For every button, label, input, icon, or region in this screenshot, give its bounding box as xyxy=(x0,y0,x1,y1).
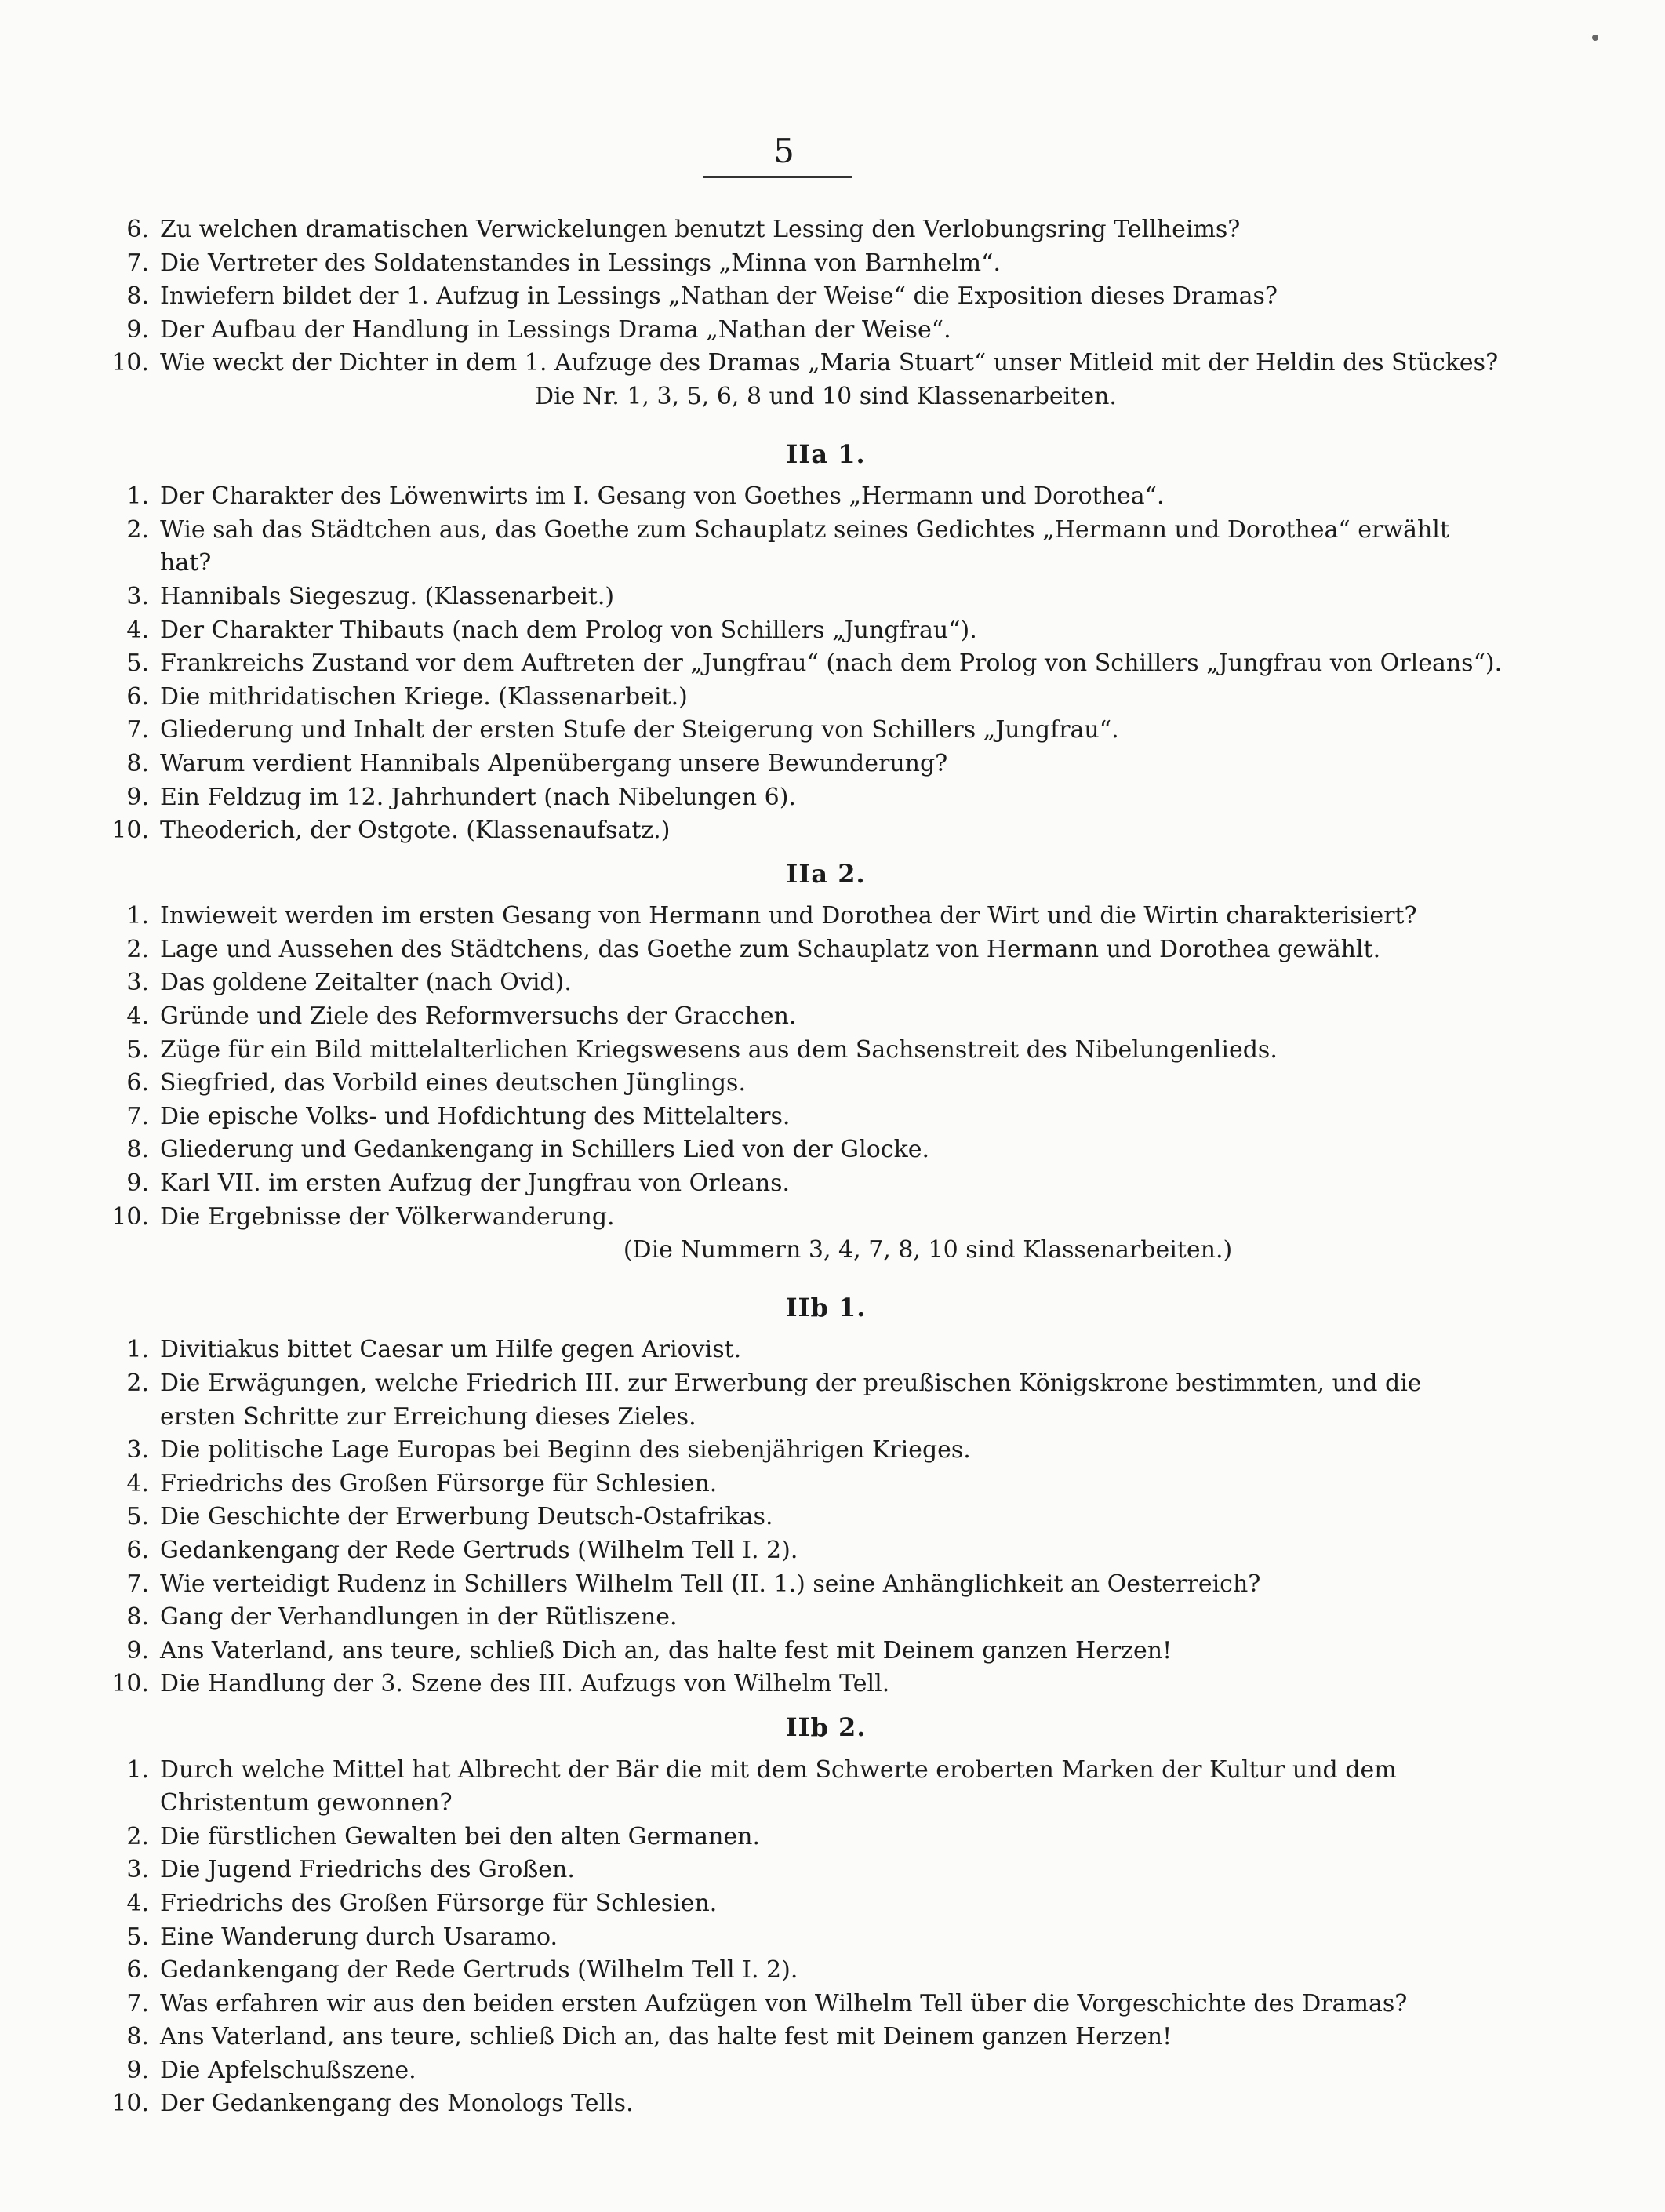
item-number: 6. xyxy=(126,216,149,243)
item-number: 9. xyxy=(126,2056,149,2084)
item-text: Die politische Lage Europas bei Beginn des siebenjährigen Krieges. xyxy=(160,1436,971,1464)
item-text: Der Charakter Thibauts (nach dem Prolog von Schillers „Jungfrau“). xyxy=(160,616,977,644)
item-number: 8. xyxy=(126,1603,149,1632)
item-number: 1. xyxy=(126,1336,149,1364)
list-item xyxy=(100,314,1504,347)
list-item xyxy=(100,900,1504,933)
item-number: 8. xyxy=(126,282,149,311)
list-item xyxy=(100,480,1504,514)
item-text: Die Apfelschußszene. xyxy=(160,2056,416,2084)
item-number: 5. xyxy=(126,649,149,678)
item-number: 6. xyxy=(126,1536,149,1564)
list-item xyxy=(100,966,1504,1000)
item-text: Das goldene Zeitalter (nach Ovid). xyxy=(160,969,572,997)
item-number: 1. xyxy=(126,902,149,930)
item-number: 4. xyxy=(126,616,149,644)
list-item xyxy=(100,514,1504,580)
list-item xyxy=(100,1668,1504,1701)
list-item xyxy=(100,1887,1504,1921)
item-number: 1. xyxy=(126,482,149,511)
item-number: 8. xyxy=(126,1136,149,1164)
list-item xyxy=(100,1034,1504,1068)
list-item xyxy=(100,1201,1504,1235)
item-number: 10. xyxy=(111,817,149,845)
item-text: Was erfahren wir aus den beiden ersten Aufzügen von Wilhelm Tell über die Vorgeschichte des Dramas? xyxy=(160,1989,1408,2017)
item-text: Friedrichs des Großen Fürsorge für Schlesien. xyxy=(160,1469,718,1497)
item-number: 10. xyxy=(111,349,149,377)
item-text: Die fürstlichen Gewalten bei den alten Germanen. xyxy=(160,1822,760,1850)
item-text: Gang der Verhandlungen in der Rütliszene. xyxy=(160,1603,678,1632)
section-iia1 xyxy=(100,438,1504,848)
item-number: 2. xyxy=(126,515,149,544)
list-item xyxy=(100,1821,1504,1854)
item-text: Inwieweit werden im ersten Gesang von Hermann und Dorothea der Wirt und die Wirtin charakterisiert? xyxy=(160,902,1417,930)
list-item xyxy=(100,614,1504,648)
list-item xyxy=(100,1854,1504,1887)
item-text: Gliederung und Gedankengang in Schillers Lied von der Glocke. xyxy=(160,1136,930,1164)
item-number: 9. xyxy=(126,1636,149,1664)
list-item xyxy=(100,714,1504,748)
list-item xyxy=(100,2087,1504,2121)
item-number: 7. xyxy=(126,1989,149,2017)
list-item xyxy=(100,1568,1504,1602)
item-number: 8. xyxy=(126,749,149,777)
item-number: 5. xyxy=(126,1503,149,1531)
item-number: 4. xyxy=(126,1469,149,1497)
section-heading: IIb 1. xyxy=(785,1292,867,1322)
item-text: Eine Wanderung durch Usaramo. xyxy=(160,1923,558,1951)
item-number: 5. xyxy=(126,1035,149,1064)
list-item xyxy=(100,1101,1504,1134)
list-item xyxy=(100,647,1504,681)
list-item xyxy=(100,814,1504,848)
classwork-note: Die Nr. 1, 3, 5, 6, 8 und 10 sind Klassenarbeiten. xyxy=(535,382,1117,410)
item-text: Zu welchen dramatischen Verwickelungen benutzt Lessing den Verlobungsring Tellheims? xyxy=(160,216,1241,243)
item-number: 2. xyxy=(126,1822,149,1850)
item-text: Gedankengang der Rede Gertruds (Wilhelm Tell I. 2). xyxy=(160,1536,798,1564)
list-item xyxy=(100,1367,1504,1434)
item-number: 6. xyxy=(126,1069,149,1097)
item-text: Karl VII. im ersten Aufzug der Jungfrau von Orleans. xyxy=(160,1170,791,1198)
item-text: Die mithridatischen Kriege. (Klassenarbeit.) xyxy=(160,682,688,711)
item-text: Lage und Aussehen des Städtchens, das Goethe zum Schauplatz von Hermann und Dorothea gewählt. xyxy=(160,935,1381,963)
list-item xyxy=(100,1167,1504,1201)
item-number: 10. xyxy=(111,1670,149,1698)
item-text: Die Ergebnisse der Völkerwanderung. xyxy=(160,1202,615,1231)
item-number: 8. xyxy=(126,2023,149,2051)
item-text: Wie verteidigt Rudenz in Schillers Wilhelm Tell (II. 1.) seine Anhänglichkeit an Oesterreich? xyxy=(160,1570,1261,1598)
list-item xyxy=(100,1754,1504,1821)
item-text: Die Jugend Friedrichs des Großen. xyxy=(160,1856,575,1884)
item-text: Die Vertreter des Soldatenstandes in Lessings „Minna von Barnhelm“. xyxy=(160,249,1001,277)
item-text: Die Handlung der 3. Szene des III. Aufzugs von Wilhelm Tell. xyxy=(160,1670,890,1698)
page-number: 5 xyxy=(773,132,795,170)
list-item xyxy=(100,2054,1504,2088)
item-text: Der Aufbau der Handlung in Lessings Drama „Nathan der Weise“. xyxy=(160,315,951,344)
list-item xyxy=(100,681,1504,715)
item-number: 9. xyxy=(126,1170,149,1198)
item-text: Friedrichs des Großen Fürsorge für Schlesien. xyxy=(160,1889,718,1917)
list-item xyxy=(100,213,1504,247)
section-iia2 xyxy=(100,857,1504,1268)
item-number: 7. xyxy=(126,1102,149,1130)
item-number: 7. xyxy=(126,1570,149,1598)
item-text: Gründe und Ziele des Reformversuchs der Gracchen. xyxy=(160,1002,797,1031)
item-number: 3. xyxy=(126,969,149,997)
item-text: Gedankengang der Rede Gertruds (Wilhelm Tell I. 2). xyxy=(160,1956,798,1985)
item-number: 4. xyxy=(126,1889,149,1917)
list-item xyxy=(100,1501,1504,1534)
list-item xyxy=(100,933,1504,967)
item-text: Theoderich, der Ostgote. (Klassenaufsatz.) xyxy=(160,817,671,845)
item-number: 1. xyxy=(126,1755,149,1784)
list-item xyxy=(100,1067,1504,1101)
section-heading: IIa 2. xyxy=(786,858,866,889)
item-text: Die epische Volks- und Hofdichtung des Mittelalters. xyxy=(160,1102,791,1130)
item-text: Hannibals Siegeszug. (Klassenarbeit.) xyxy=(160,582,615,610)
list-item xyxy=(100,2021,1504,2054)
list-item xyxy=(100,1954,1504,1988)
list-item xyxy=(100,1468,1504,1501)
item-text: Ein Feldzug im 12. Jahrhundert (nach Nibelungen 6). xyxy=(160,783,796,811)
list-item xyxy=(100,1000,1504,1034)
item-text: Ans Vaterland, ans teure, schließ Dich an, das halte fest mit Deinem ganzen Herzen! xyxy=(160,1636,1172,1664)
item-text: Wie weckt der Dichter in dem 1. Aufzuge des Dramas „Maria Stuart“ unser Mitleid mit der Heldin des Stückes? xyxy=(160,349,1499,377)
list-item xyxy=(100,1133,1504,1167)
item-number: 7. xyxy=(126,716,149,744)
item-number: 2. xyxy=(126,935,149,963)
item-text: Frankreichs Zustand vor dem Auftreten der „Jungfrau“ (nach dem Prolog von Schillers „Jungfrau von Orleans“). xyxy=(160,649,1503,678)
item-number: 3. xyxy=(126,582,149,610)
list-item xyxy=(100,1601,1504,1635)
scan-speck xyxy=(1592,35,1598,41)
item-text: Gliederung und Inhalt der ersten Stufe der Steigerung von Schillers „Jungfrau“. xyxy=(160,716,1119,744)
item-number: 6. xyxy=(126,682,149,711)
item-number: 4. xyxy=(126,1002,149,1031)
item-text: Inwiefern bildet der 1. Aufzug in Lessings „Nathan der Weise“ die Exposition dieses Dramas? xyxy=(160,282,1278,311)
item-text: Der Gedankengang des Monologs Tells. xyxy=(160,2090,634,2118)
list-item xyxy=(100,1534,1504,1568)
list-item xyxy=(100,1333,1504,1367)
item-text: Siegfried, das Vorbild eines deutschen Jünglings. xyxy=(160,1069,746,1097)
item-text: Durch welche Mittel hat Albrecht der Bär die mit dem Schwerte eroberten Marken der Kultur und dem Christentum gewonnen? xyxy=(160,1755,1397,1817)
list-item xyxy=(100,781,1504,815)
item-number: 10. xyxy=(111,2090,149,2118)
classwork-note: (Die Nummern 3, 4, 7, 8, 10 sind Klassenarbeiten.) xyxy=(623,1236,1233,1264)
item-number: 9. xyxy=(126,783,149,811)
item-text: Die Erwägungen, welche Friedrich III. zur Erwerbung der preußischen Königskrone bestimmten, und die ersten Schritte zur Erreichung dieses Zieles. xyxy=(160,1370,1422,1431)
list-item xyxy=(100,580,1504,614)
item-number: 10. xyxy=(111,1202,149,1231)
section-iib2 xyxy=(100,1711,1504,2121)
item-text: Der Charakter des Löwenwirts im I. Gesang von Goethes „Hermann und Dorothea“. xyxy=(160,482,1165,511)
list-item xyxy=(100,1988,1504,2021)
item-number: 6. xyxy=(126,1956,149,1985)
section-heading: IIb 2. xyxy=(785,1712,867,1742)
item-number: 7. xyxy=(126,249,149,277)
list-item xyxy=(100,1921,1504,1955)
item-text: Divitiakus bittet Caesar um Hilfe gegen Ariovist. xyxy=(160,1336,742,1364)
item-number: 5. xyxy=(126,1923,149,1951)
list-item xyxy=(100,1434,1504,1468)
document-body xyxy=(100,213,1504,2121)
section-heading: IIa 1. xyxy=(786,438,866,469)
item-text: Wie sah das Städtchen aus, das Goethe zum Schauplatz seines Gedichtes „Hermann und Dorothea“ erwählt hat? xyxy=(160,515,1449,577)
item-text: Die Geschichte der Erwerbung Deutsch-Ostafrikas. xyxy=(160,1503,773,1531)
page-number-rule xyxy=(703,176,852,178)
item-number: 3. xyxy=(126,1856,149,1884)
list-item xyxy=(100,748,1504,781)
list-item xyxy=(100,347,1504,380)
item-number: 9. xyxy=(126,315,149,344)
item-text: Warum verdient Hannibals Alpenübergang unsere Bewunderung? xyxy=(160,749,948,777)
section-iib1 xyxy=(100,1291,1504,1701)
item-number: 2. xyxy=(126,1370,149,1397)
item-text: Züge für ein Bild mittelalterlichen Kriegswesens aus dem Sachsenstreit des Nibelungenlieds. xyxy=(160,1035,1278,1064)
list-item xyxy=(100,1635,1504,1668)
top-list xyxy=(100,213,1504,414)
item-text: Ans Vaterland, ans teure, schließ Dich an, das halte fest mit Deinem ganzen Herzen! xyxy=(160,2023,1172,2051)
item-number: 3. xyxy=(126,1436,149,1464)
list-item xyxy=(100,247,1504,281)
list-item xyxy=(100,280,1504,314)
